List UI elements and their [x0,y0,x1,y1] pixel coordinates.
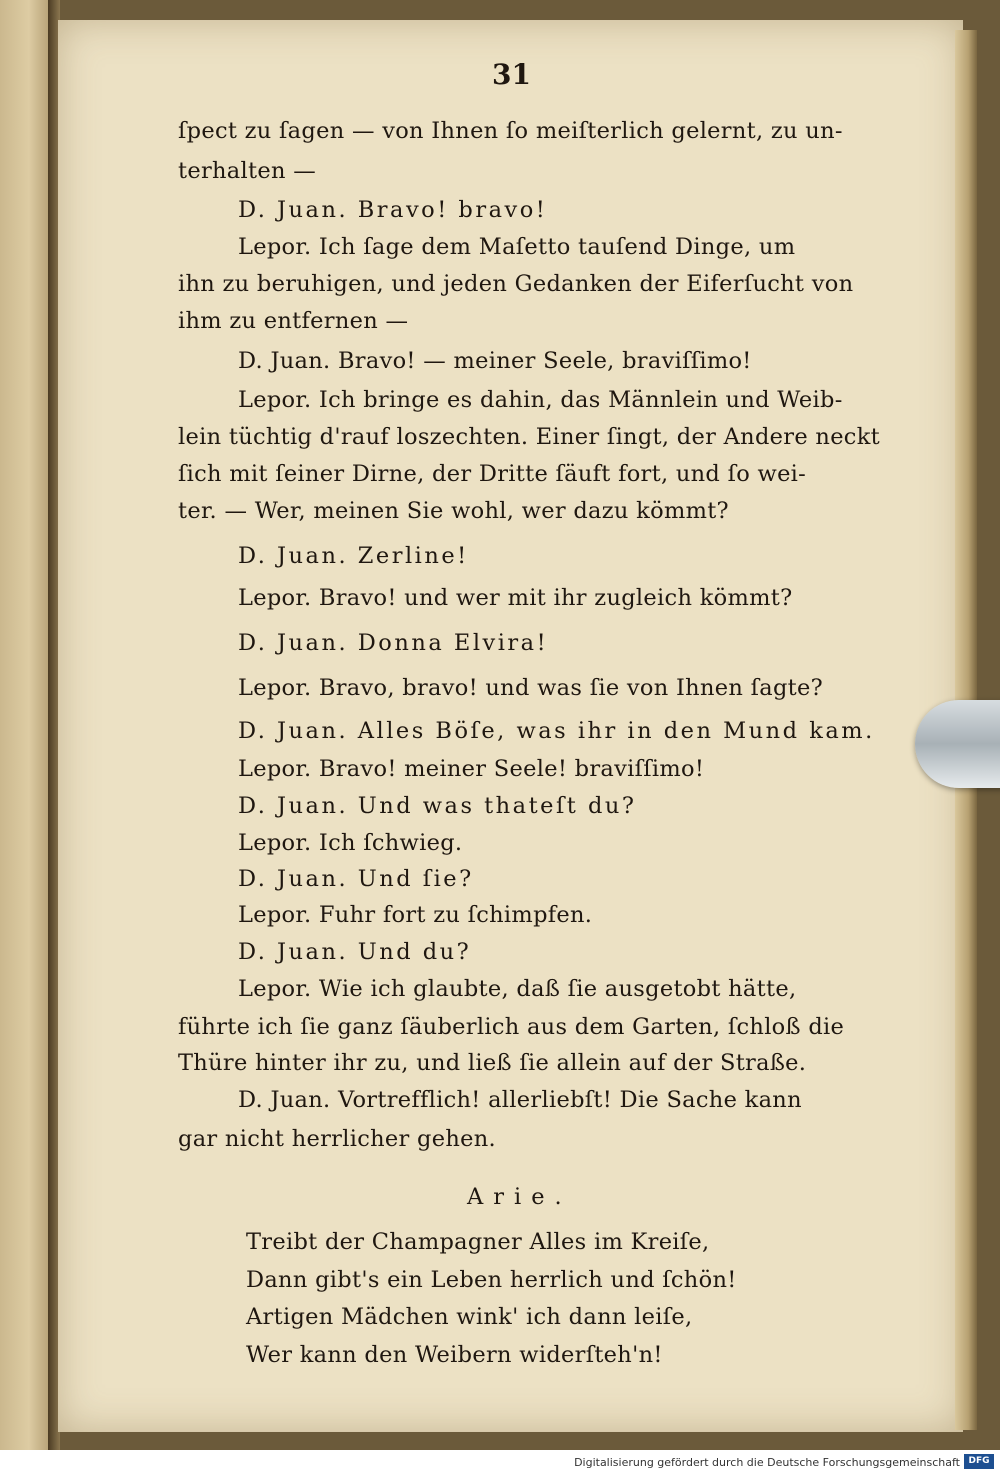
text-line: Lepor. Ich ſchwieg. [238,830,463,856]
text-line: Lepor. Wie ich glaubte, daß ſie ausgetobt hätte, [238,976,797,1002]
text-line: Lepor. Bravo! und wer mit ihr zugleich kömmt? [238,585,793,611]
text-line: D. Juan. Und was thateſt du? [238,793,637,819]
text-line: ihn zu beruhigen, und jeden Gedanken der Eiferſucht von [178,271,854,297]
text-line: D. Juan. Zerline! [238,543,469,569]
text-line: Lepor. Ich ſage dem Maſetto tauſend Dinge, um [238,234,796,260]
text-line: ter. — Wer, meinen Sie wohl, wer dazu kömmt? [178,498,729,524]
text-line: D. Juan. Bravo! bravo! [238,197,548,223]
text-line: lein tüchtig d'rauf loszechten. Einer ſingt, der Andere neckt [178,424,880,450]
text-line: gar nicht herrlicher gehen. [178,1126,496,1152]
text-line: ihm zu entfernen — [178,308,409,334]
text-line: Lepor. Fuhr fort zu ſchimpfen. [238,902,593,928]
page-clip-icon [915,700,1000,788]
text-line: Thüre hinter ihr zu, und ließ ſie allein auf der Straße. [178,1050,807,1076]
text-line: Lepor. Bravo! meiner Seele! braviſſimo! [238,756,705,782]
text-line: führte ich ſie ganz ſäuberlich aus dem Garten, ſchloß die [178,1014,845,1040]
text-line: D. Juan. Alles Böſe, was ihr in den Mund kam. [238,718,875,744]
digitization-credit: Digitalisierung gefördert durch die Deutsche Forschungsgemeinschaft [574,1456,960,1469]
verse-line: Artigen Mädchen wink' ich dann leiſe, [246,1304,693,1330]
text-line: D. Juan. Bravo! — meiner Seele, braviſſimo! [238,348,752,374]
text-line: terhalten — [178,158,317,184]
previous-page-edge [0,0,48,1450]
verse-line: Dann gibt's ein Leben herrlich und ſchön! [246,1267,737,1293]
text-line: D. Juan. Donna Elvira! [238,630,549,656]
aria-heading: Arie. [467,1184,572,1210]
text-line: D. Juan. Und du? [238,939,472,965]
text-line: D. Juan. Und ſie? [238,866,474,892]
page-number: 31 [492,58,531,91]
text-line: D. Juan. Vortrefflich! allerliebſt! Die Sache kann [238,1087,802,1113]
text-line: Lepor. Bravo, bravo! und was ſie von Ihnen ſagte? [238,675,823,701]
verse-line: Wer kann den Weibern widerſteh'n! [246,1342,663,1368]
text-line: ſpect zu ſagen — von Ihnen ſo meiſterlich gelernt, zu un- [178,118,843,144]
verse-line: Treibt der Champagner Alles im Kreiſe, [246,1229,710,1255]
dfg-logo: DFG [964,1454,994,1469]
text-line: ſich mit ſeiner Dirne, der Dritte ſäuft fort, und ſo wei- [178,461,807,487]
text-line: Lepor. Ich bringe es dahin, das Männlein und Weib- [238,387,843,413]
